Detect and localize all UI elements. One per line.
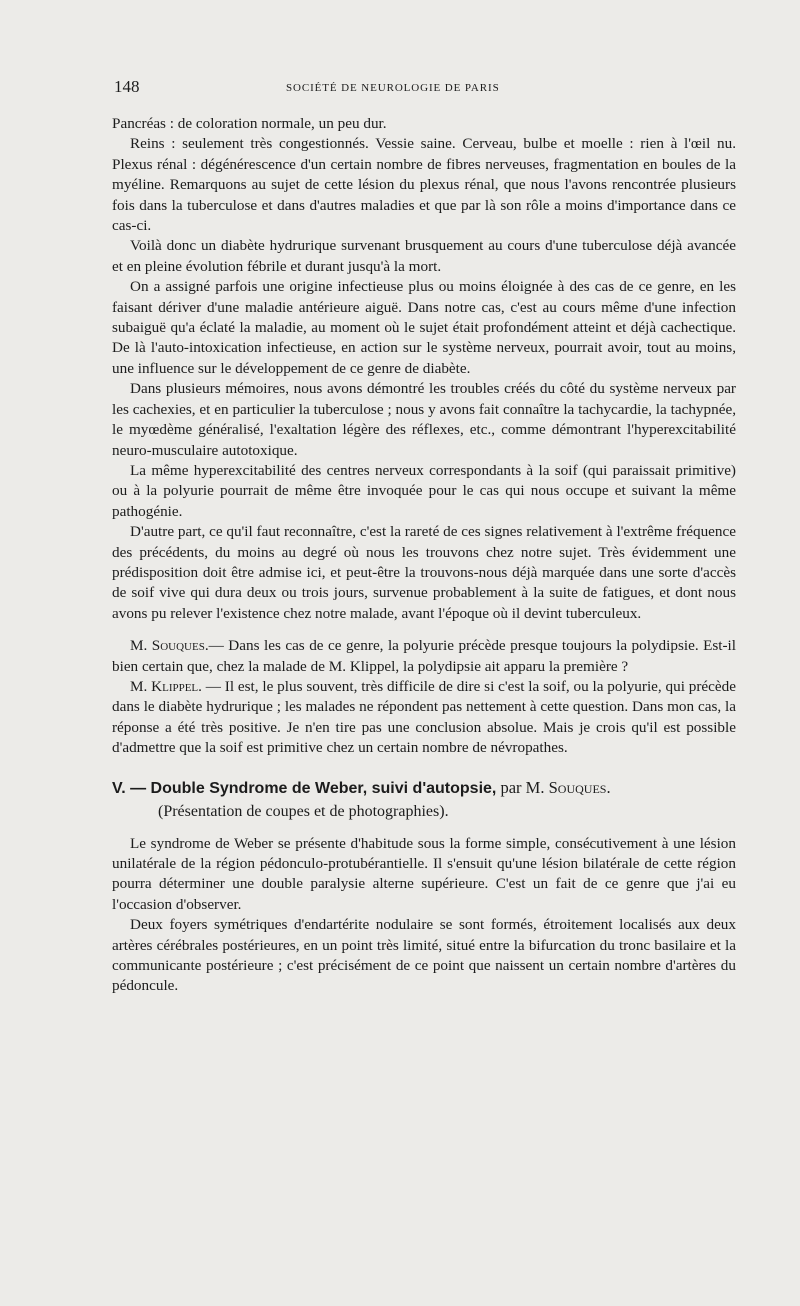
spacer (112, 624, 736, 636)
speaker-name: M. Klippel. (130, 677, 202, 695)
section-heading (112, 777, 736, 799)
remark-text: — Dans les cas de ce genre, la polyurie précède presque toujours la polydipsie. Est-il bien certain que, chez la malade de M. Klippel, la polydipsie ait apparu la première ? (112, 637, 736, 675)
paragraph: On a assigné parfois une origine infectieuse plus ou moins éloignée à des cas de ce genre, en les faisant dériver d'une maladie antérieure aiguë. Dans notre cas, c'est au cours même d'une infection subaiguë qu'a éclaté la maladie, au moment où le sujet était profondément atteint et déjà cachectique. De là l'auto-intoxication infectieuse, en action sur le système nerveux, pourrait avoir, tout au moins, une influence sur le développement de ce genre de diabète. (112, 278, 736, 377)
paragraph: La même hyperexcitabilité des centres nerveux correspondants à la soif (qui paraissait primitive) ou à la polyurie pourrait de même être invoquée pour le cas qui nous occupe et suivant la même pathogénie. (112, 461, 736, 520)
remark-text: — Il est, le plus souvent, très difficile de dire si c'est la soif, ou la polyurie, qui précède dans le diabète hydrurique ; les malades ne répondent pas nettement à cette question. Dans mon cas, la réponse a été très positive. Je n'en tire pas une conclusion absolue. Mais je crois qu'il est possible d'admettre que la soif est primitive chez un certain nombre de névropathes. (112, 677, 736, 757)
page-number: 148 (114, 77, 140, 96)
paragraph: Le syndrome de Weber se présente d'habitude sous la forme simple, consécutivement à une lésion unilatérale de la région pédonculo-protubérantielle. Il s'ensuit qu'une lésion bilatérale de cette région pourra déterminer une double paralysie alterne supérieure. C'est un fait de ce genre que j'ai eu l'occasion d'observer. (112, 834, 736, 913)
page-header (114, 76, 734, 98)
discussion-remark (112, 636, 736, 677)
section-title: Double Syndrome de Weber, suivi d'autopsie, (150, 779, 497, 797)
paragraph: Reins : seulement très congestionnés. Vessie saine. Cerveau, bulbe et moelle : rien à l'œil nu. Plexus rénal : dégénérescence d'un certain nombre de fibres nerveuses, fragmentation en boules de la myéline. Remarquons au sujet de cette lésion du plexus rénal, que nous l'avons rencontrée plusieurs fois dans la tuberculose et dans d'autres maladies et que par là son rôle a moins d'importance dans ce cas-ci. (112, 135, 736, 235)
page-body (112, 114, 736, 997)
discussion-remark (112, 677, 736, 759)
paragraph: D'autre part, ce qu'il faut reconnaître, c'est la rareté de ces signes relativement à l'extrême fréquence des précédents, du moins au degré où nous les trouvons chez notre sujet. Très évidemment une prédisposition doit être admise ici, et peut-être la trouvons-nous déjà marquée dans une sorte d'accès de soif vive qui dura deux ou trois jours, survenue probablement à la suite de fatigues, et dont nous avons pu relever l'existence chez notre malade, avant l'époque où il devint tuberculeux. (112, 523, 736, 622)
paragraph: Pancréas : de coloration normale, un peu dur. (112, 115, 387, 132)
spacer (112, 822, 736, 834)
paragraph: Voilà donc un diabète hydrurique survenant brusquement au cours d'une tuberculose déjà avancée et en pleine évolution fébrile et durant jusqu'à la mort. (112, 237, 736, 275)
section-author: Souques. (548, 777, 611, 797)
spacer (112, 759, 736, 777)
section-number: V. — (112, 779, 151, 797)
speaker-name: M. Souques. (130, 637, 209, 655)
section-by: par M. (496, 777, 549, 797)
paragraph: Dans plusieurs mémoires, nous avons démontré les troubles créés du côté du système nerveux par les cachexies, et en particulier la tuberculose ; nous y avons fait connaître la tachycardie, la tachypnée, le myœdème généralisé, l'exaltation légère des réflexes, etc., comme démontrant l'hyperexcitabilité neuro-musculaire autotoxique. (112, 380, 736, 459)
paragraph: Deux foyers symétriques d'endartérite nodulaire se sont formés, étroitement localisés aux deux artères cérébrales postérieures, en un point très limité, situé entre la bifurcation du tronc basilaire et la communicante postérieure ; c'est précisément de ce point que naissent un certain nombre d'artères du pédoncule. (112, 916, 736, 995)
section-subtitle: (Présentation de coupes et de photographies). (158, 802, 449, 820)
running-head: SOCIÉTÉ DE NEUROLOGIE DE PARIS (286, 82, 500, 94)
